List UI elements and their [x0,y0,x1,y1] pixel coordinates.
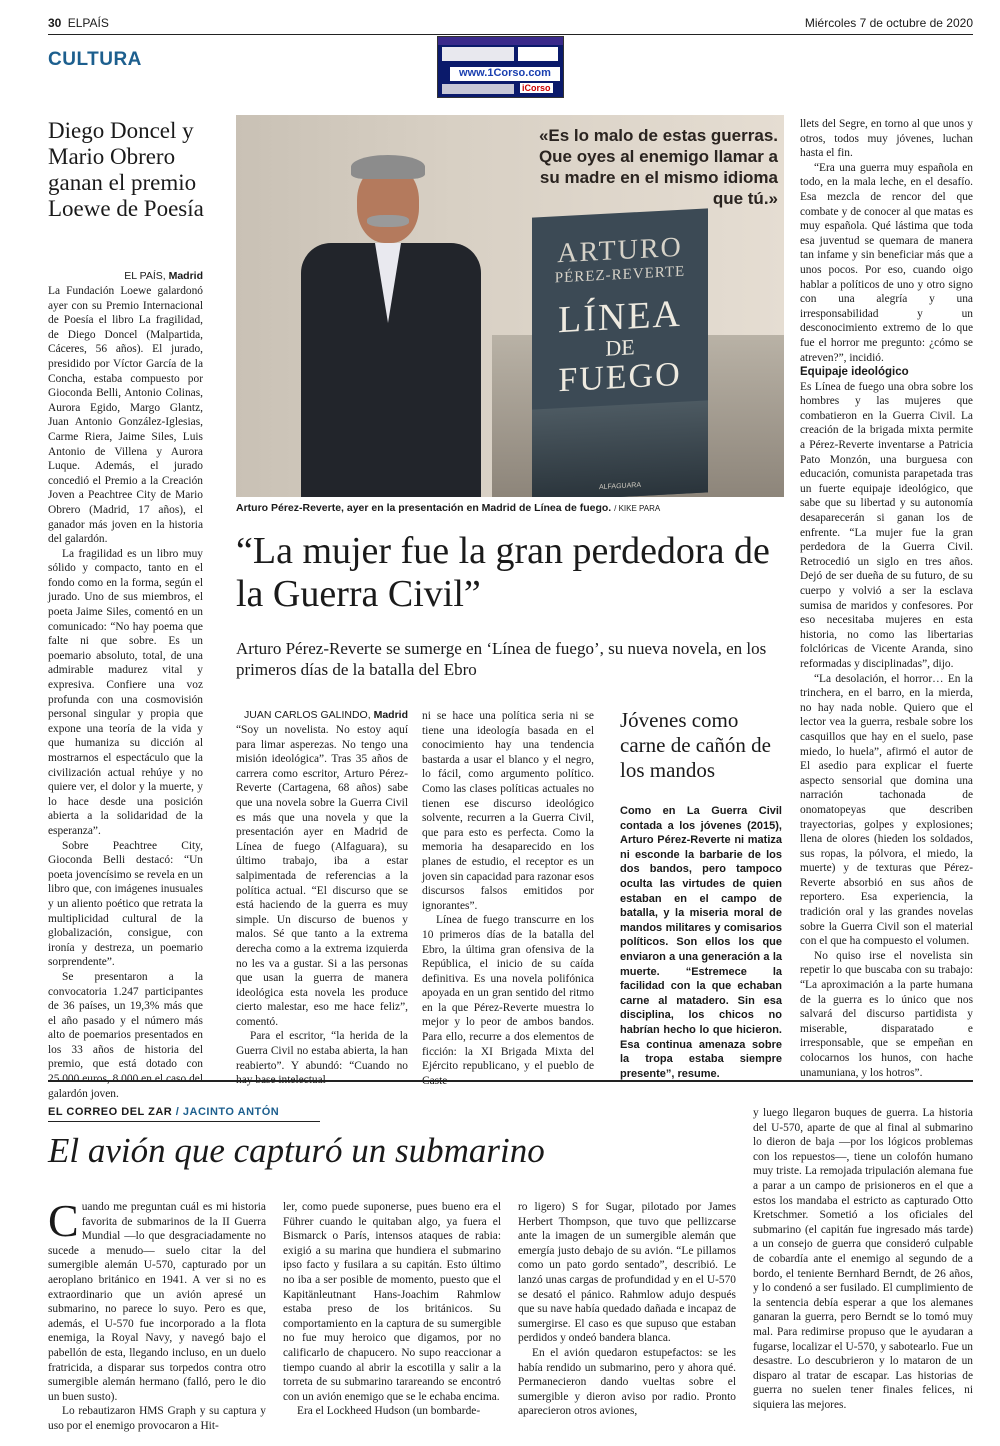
ad-url[interactable]: www.1Corso.com [450,67,560,81]
loewe-body [48,284,203,1101]
loewe-paragraph: La Fundación Loewe galardonó ayer con su Premio Internacional de Poesía el libro La fragilidad, de Diego Doncel (Malpartida, Cáceres, 56 años). El jurado, presidido por Víctor García de la Concha, estaba compuesto por Gioconda Belli, Antonio Colinas, Aurora Egido, Margo Glantz, Juan Antonio González-Iglesias, Carme Riera, Jaime Siles, Luis Antonio de Villena y Aurora Luque. Además, el jurado concedió el Premio a la Creación Joven a Peachtree City de Mario Obrero (Madrid, 17 años), el ganador más joven en la historia del galardón. [48,285,203,546]
main-paragraph: Para el escritor, “la herida de la Guerra Civil no estaba abierta, la han reabierto”. Y abundó: “Cuando no [236,1030,408,1072]
subheading: Equipaje ideológico [800,366,909,379]
main-paragraph: Es Línea de fuego una obra sobre los hombres y las mujeres que combatieron en la Guerra Civil. La creación de la brigada mixta permite a Pérez-Reverte inventarse a Patricia Pato Monzón, una burguesa con educación, comunista parapetada tras un fuerte equipaje ideológico, que sabe que su libertad y su autonomía desaparecerán si ganan los de enfrente. “La mujer fue la gran perdedora de la Guerra Civil. Retrocedió un siglo en tres años. Dejó de ser dueña de su futuro, de su cuerpo y volvió a ser la esclava sumisa de maridos y confesores. Por eso necesitaba mujeres en esta historia, no como las libertarias folclóricas de Vicente Aranda, sino reformadas y disciplinadas”, dijo. [800,380,973,670]
loewe-headline: Diego Doncel y Mario Obrero ganan el premio Loewe de Poesía [48,118,204,221]
column-paragraph: Era el Lockheed Hudson (un bombarde- [297,1405,481,1418]
loewe-paragraph: La fragilidad es un libro muy sólido y compacto, tanto en el fondo como en la forma, según el jurado. Uno de sus miembros, el poeta Jaime Siles, comentó en un comunicado: “No hay poema que falte ni que sobre. Es un poemario absoluto, total, de una admirable madurez vital y expresiva. Confiere una voz profunda con una cosmovisión personal singular y propia que expone una teoría de la vida y que humaniza su dicción al mostrarnos el espectáculo que la civilización actual rehúye y no quiere ver, el dolor y la muerte, y lo hace desde una posición abierta a la solidaridad de la esperanza”. [48,547,203,837]
column-headline: El avión que capturó un submarino [48,1131,545,1170]
sidebar-body [620,804,782,1081]
loewe-byline: EL PAÍS, Madrid [124,270,203,282]
column-col-4 [753,1106,973,1412]
main-col-2 [422,709,594,1088]
main-photo [236,115,784,497]
main-byline: JUAN CARLOS GALINDO, Madrid [244,709,408,721]
ad-banner[interactable] [437,36,564,98]
loewe-paragraph: Sobre Peachtree City, Gioconda Belli destacó: “Un poeta jovencísimo se revela en un libro que, con imágenes inusuales y un aliento poético que retrata la multiplicidad cultural de la globalización, consigue, con ironía y destreza, un poemario sorprendente”. [48,839,203,969]
column-col-3 [518,1200,736,1419]
main-paragraph: “Soy un novelista. No estoy aquí para limar asperezas. No tengo una misión ideológica”. Tras 35 años de carrera como escritor, Arturo Pérez-Reverte (Cartagena, 68 años) sabe que una novela sobre la Guerra Civil es más que una novela y que la presentación ayer en Madrid de Línea de fuego (Alfaguara), su último trabajo, iba a estar salpimentada de referencias a la política actual. “El discurso que se está haciendo de la guerra es muy simple. Un discurso de buenos y malos. Sé que tanto a la extrema derecha como a la extrema izquierda no les va a gustar. Si a las personas que usan la guerra de manera ideológica esta novela les produce cierto malestar, eso me hace feliz”, comentó. [236,724,408,1028]
section-label: CULTURA [48,49,142,70]
page-date: Miércoles 7 de octubre de 2020 [804,16,973,30]
main-paragraph: “Era una guerra muy española en todo, en la mala leche, en el desafío. Esa mezcla de rencor del que combate y de conocer al que matas es muy española. Qué lástima que toda esa juventud se quemara de manera tan infame y sin beneficiar más que a unos pocos. Por eso, cuando oigo hablar a políticos de uno y otro signo con una alegría y una irresponsabilidad y un desconocimiento extremo de lo que fue el horror me pregunto: ¿cómo se atreven?”, incidió. [800,161,973,364]
main-col-4 [800,117,973,1080]
page-number: 30 [48,16,62,30]
main-paragraph: “La desolación, el horror… En la trinchera, en el barro, en la mierda, no hay nada noble. Quiero que el lector vea la guerra, resbale sobre los casquillos que hay en el suelo, pase miedo, lo huela”, afirmó el autor de El asedio para explicar el fuerte aspecto sensorial que domina una narración tachonada de onomatopeyas que describen trayectorias, golpes y explosiones; llena de olores (hieden los soldados, sus ropas, la pólvora, el miedo, la muerte) y de texturas que Pérez-Reverte absorbió en sus años de reportero. Esa experiencia, la tradición oral y las grandes novelas sobre la Guerra Civil son el material con el que ha compuesto el volumen. [800,672,973,948]
column-paragraph: ler, como puede suponerse, pues bueno era el Führer cuando le quitaban algo, ya fuera el Bismarck o París, intensos ataques de rabia: exigió a su marina que hundiera el submarino ipso facto y fusilara a su capitán. Esto último no iba a ser posible de momento, puesto que el Kapitänleutnant Hans-Joachim Rahmlow estaba preso de los británicos. Su comportamiento en la captura de su sumergible no fue muy heroico que digamos, por no calificarlo de chapucero. No supo reaccionar a tiempo cuando al abrir la escotilla y salir a la torreta de su submarino tarareando se encontró con un avión enemigo que se le echaba encima. [283,1201,501,1403]
photo-caption: Arturo Pérez-Reverte, ayer en la presentación en Madrid de Línea de fuego. / KIKE PARA [236,502,661,514]
column-paragraph: En el avión quedaron estupefactos: se les había rendido un submarino, pero y ahora qué. Permanecieron dando vueltas sobre el sumergible y dieron aviso por radio. Pronto aparecieron otros aviones, [518,1346,736,1418]
sidebar-text: Como en La Guerra Civil contada a los jóvenes (2015), Arturo Pérez-Reverte ni matiza ni esconde la barbarie de los dos bandos, pero tampoco oculta las virtudes de quien estaban en el campo de batalla, y la miseria moral de mandos militares y comisarios políticos. Son ellos los que enviaron a una generación a la muerte. “Estremece la facilidad con la que echaban carne al matadero. Sin esa disciplina, los chicos no habrían hecho lo que hicieron. Esa continua amenaza sobre la tropa estaba siempre presente”, resume. [620,805,782,1080]
column-paragraph: y luego llegaron buques de guerra. La historia del U-570, aparte de que al final al submarino lo dieron de baja —por los lógicos problemas con los repuestos—, tiene un colofón humano muy triste. La remojada tripulación alemana fue a parar a un campo de prisioneros en el que a estos los mandaba el estricto as capturado Otto Kretschmer. Sometió a los oficiales del submarino (el capitán fue ingresado más tarde) a un consejo de guerra que consideró culpable de cobardía ante el enemigo al segundo de a bordo, el teniente Bernhard Berndt, de 26 años, y lo condenó a ser fusilado. El cumplimiento de la sentencia debía esperar a que los alemanes ganaran la guerra, pero Berndt se lo tomó muy mal. Para redimirse propuso que le ayudaran a fugarse, localizar el U-570, y sabotearlo. Fue un desastre. Lo descubrieron y lo mataron de un disparo al tratar de escapar. Las historias de guerra no suelen tener finales felices, ni siquiera las mejores. [753,1107,973,1411]
column-paragraph: Lo rebautizaron HMS Graph y su captura y uso por el enemigo provocaron a Hit- [48,1405,266,1432]
main-deck: Arturo Pérez-Reverte se sumerge en ‘Línea de fuego’, su nueva novela, en los primeros días de la batalla del Ebro [236,639,767,679]
column-paragraph: Cuando me preguntan cuál es mi historia favorita de submarinos de la II Guerra Mundial —lo que desgraciadamente no sucede a menudo— suelo citar la del sumergible alemán U-570, capturado por un aeroplano británico en 1941. A ver si no es extraordinario que un avión apresé un submarino, no parece lo suyo. Pero es que, además, el U-570 fue incorporado a la flota enemiga, la Royal Navy, y navegó bajo el pabellón de esta, llegando incluso, en un duelo fratricida, a disparar sus torpedos contra otro sumergible alemán hermano (falló, pero le dio un buen susto). [48,1195,266,1403]
main-paragraph: llets del Segre, en torno al que unos y otros, todos muy jóvenes, luchan hasta el fin. [800,118,973,160]
author-figure [291,145,491,497]
main-paragraph: No quiso irse el novelista sin repetir lo que buscaba con su trabajo: “La aproximación a la parte humana de la guerra es lo único que nos salvará del discurso partidista y miserable, disparatado e irresponsable, que se empeñan en colocarnos los hunos, con hache unamuniana, y los hotros”. [800,949,973,1079]
main-headline: “La mujer fue la gran perdedora de la Guerra Civil” [236,530,770,615]
wall-quote: «Es lo malo de estas guerras. Que oyes al enemigo llamar a su madre en el mismo idioma que tú.» [538,126,778,208]
loewe-paragraph: Se presentaron a la convocatoria 1.247 participantes de 36 países, un 19,3% más que el año pasado y el número más alto de poemarios presentados en los 33 años de historia del premio, que está dotado con galardón joven. [48,970,203,1100]
main-col-1 [236,723,408,1088]
sidebar-headline: Jóvenes como carne de cañón de los mandos [620,708,771,782]
column-kicker: EL CORREO DEL ZAR / JACINTO ANTÓN [48,1106,280,1118]
page-header [48,16,973,32]
main-paragraph: Línea de fuego transcurre en los 10 primeros días de la batalla del Ebro, la última gran ofensiva de la República, el inicio de su caída definitiva. Es una novela polifónica apoyada en un gran sentido del ritmo en la que Pérez-Reverte muestra lo mejor y lo peor de ambos bandos. Para ello, recurre a dos elementos de ficción: la XI Brigada Mixta del Ejército republicano, y el pueblo de [422,914,594,1073]
ad-brand: iCorso [522,83,551,93]
paper-name: ELPAÍS [67,16,109,30]
main-paragraph: ni se hace una política seria ni se tiene una ideología basada en el conocimiento hay una tendencia bastarda a usar el blanco y el negro, lo fácil, como argumento político. Como las clases políticas actuales no tienen ese discurso ideológico solvente, recurren a la Guerra Civil, que para esto es perfecta. Como la memoria ha desaparecido en los planes de estudio, el receptor es un joven sin capacidad para razonar esos discursos falsos emitidos por ignorantes”. [422,710,594,912]
column-col-1 [48,1195,266,1434]
drop-cap: C [48,1195,79,1246]
column-paragraph: ro ligero) S for Sugar, pilotado por James Herbert Thompson, que tuvo que pellizcarse ante la imagen de un sumergible alemán que emergía justo debajo de su avión. “Le pillamos como un pato gordo sentado”, describió. Le lanzó unas cargas de profundidad y en el U-570 se desató el pánico. Rahmlow adujo después que su nave había quedado dañada e incapaz de sumergirse. El caso es que supuso que estaban perdidos y ondeó bandera blanca. [518,1201,736,1345]
column-col-2 [283,1200,501,1419]
book-cover: ARTURO PÉREZ-REVERTE LÍNEA DE FUEGO ALFAGUARA [532,208,708,497]
